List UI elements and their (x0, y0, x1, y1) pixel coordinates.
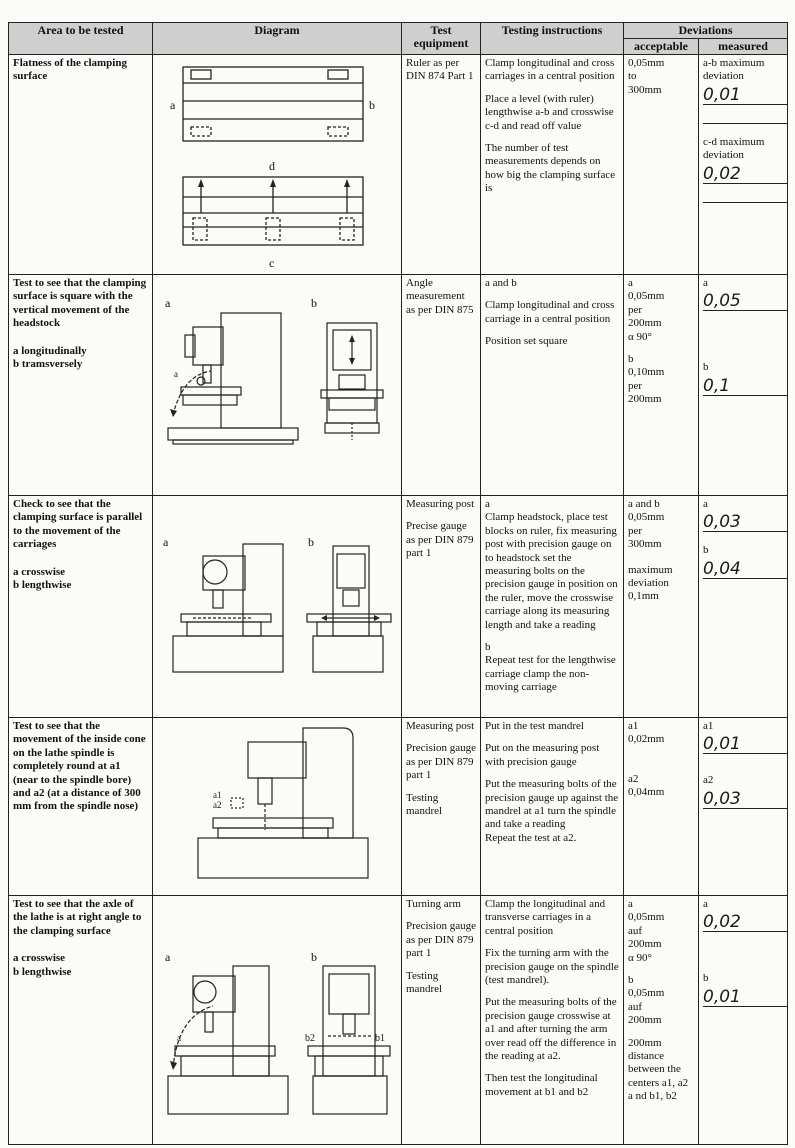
equipment-cell: Angle measurement as per DIN 875 (402, 275, 481, 496)
acceptable-cell: a1 0,02mm a2 0,04mm (624, 718, 699, 896)
instructions-cell: Clamp the longitudinal and transverse carriages in a central position Fix the turning arm with the precision gauge on the spindle (test mandrel). Put the measuring bolts of the precision gauge crosswise at a1 and after turning the arm over read off the difference in the reading at a2. Then test the longitudinal movement at b1 and b2 (481, 896, 624, 1145)
table-row (9, 896, 788, 1145)
instructions-cell: Put in the test mandrel Put on the measuring post with precision gauge Put the measuring bolts of the precision gauge up against the mandrel at a1 turn the spindle and take a reading Repeat the test at a2. (481, 718, 624, 896)
clamping-table-top-view (183, 67, 363, 141)
header-acceptable: acceptable (624, 39, 699, 55)
handwritten-value: 0,04 (703, 558, 787, 579)
handwritten-value: 0,01 (703, 986, 787, 1007)
column (221, 313, 281, 428)
instructions-cell: a Clamp headstock, place test blocks on ruler, fix measuring post with precision gauge on to headstock set the measuring bolts on the precision gauge in position on the ruler, move the crosswise carriage along its measuring length and take a reading b Repeat test for the lengthwise carriage clamp the non-moving carriage (481, 496, 624, 718)
parallelism-diagram (153, 496, 402, 716)
diagram-concentricity (153, 718, 402, 896)
perpendicularity-diagram (153, 896, 402, 1142)
area-cell: Test to see that the axle of the lathe is at right angle to the clamping surface a crosswise b lengthwise (9, 896, 153, 1145)
label-angle: a (177, 1033, 181, 1043)
equipment-cell: Ruler as per DIN 874 Part 1 (402, 55, 481, 275)
label-a: a (170, 98, 176, 112)
measured-cell: a1 0,01 a2 0,03 (699, 718, 788, 896)
label-angle: a (174, 369, 178, 379)
label-b: b (308, 535, 314, 549)
instructions-cell: Clamp longitudinal and cross carriages in a central position Place a level (with ruler) lengthwise a-b and crosswise c-d and read off value The number of test measurements depends on how big the clamping surface is (481, 55, 624, 275)
header-row (9, 23, 788, 39)
area-cell: Test to see that the movement of the inside cone on the lathe spindle is completely round at a1 (near to the spindle bore) and a2 (at a distance of 300 mm from the spindle nose) (9, 718, 153, 896)
header-area: Area to be tested (9, 23, 153, 55)
handwritten-value: 0,01 (703, 733, 787, 754)
instructions-cell: a and b Clamp longitudinal and cross carriage in a central position Position set square (481, 275, 624, 496)
blank-line (703, 105, 787, 124)
header-instructions: Testing instructions (481, 23, 624, 55)
acceptable-cell: a and b 0,05mm per 300mm maximum deviation 0,1mm (624, 496, 699, 718)
header-measured: measured (699, 39, 788, 55)
diagram-squareness (153, 275, 402, 496)
acceptable-cell: 0,05mm to 300mm (624, 55, 699, 275)
label-b: b (369, 98, 375, 112)
equipment-cell: Measuring post Precision gauge as per DIN 879 part 1 Testing mandrel (402, 718, 481, 896)
handwritten-value: 0,05 (703, 290, 787, 311)
area-cell: Check to see that the clamping surface is parallel to the movement of the carriages a crosswise b lengthwise (9, 496, 153, 718)
machine-base-front (313, 1076, 387, 1114)
label-c: c (269, 256, 275, 270)
measured-cell: a 0,03 b 0,04 (699, 496, 788, 718)
headstock (193, 976, 235, 1012)
label-a: a (165, 296, 171, 310)
label-b: b (311, 296, 317, 310)
label-a1: a1 (213, 790, 222, 800)
acceptable-cell: a 0,05mm per 200mm α 90° b 0,10mm per 200mm (624, 275, 699, 496)
machine-base (173, 636, 283, 672)
handwritten-value: 0,02 (703, 163, 787, 184)
column (233, 966, 269, 1076)
label-d: d (269, 159, 275, 173)
machine-base (168, 1076, 288, 1114)
header-deviations: Deviations (624, 23, 788, 39)
measured-cell: a 0,05 b 0,1 (699, 275, 788, 496)
handwritten-value: 0,1 (703, 375, 787, 396)
measured-cell: a-b maximum deviation 0,01 c-d maximum deviation 0,02 (699, 55, 788, 275)
header-diagram: Diagram (153, 23, 402, 55)
blank-line (703, 184, 787, 203)
label-a: a (163, 535, 169, 549)
squareness-diagram (153, 275, 402, 493)
diagram-flatness (153, 55, 402, 275)
diagram-perpendicularity (153, 896, 402, 1145)
equipment-cell: Measuring post Precise gauge as per DIN 879 part 1 (402, 496, 481, 718)
headstock (193, 327, 223, 365)
handwritten-value: 0,03 (703, 511, 787, 532)
handwritten-value: 0,02 (703, 911, 787, 932)
concentricity-diagram (153, 718, 402, 894)
table-row (9, 275, 788, 496)
area-cell: Test to see that the clamping surface is square with the vertical movement of the headstock a longitudinally b tramsversely (9, 275, 153, 496)
handwritten-value: 0,03 (703, 788, 787, 809)
area-cell: Flatness of the clamping surface (9, 55, 153, 275)
machine-base (198, 838, 368, 878)
machine-base (168, 428, 298, 440)
header-equipment: Test equipment (402, 23, 481, 55)
flatness-diagram (153, 55, 402, 273)
label-b1: b1 (375, 1033, 385, 1044)
table-row (9, 718, 788, 896)
label-b2: b2 (305, 1033, 315, 1044)
equipment-cell: Turning arm Precision gauge as per DIN 879 part 1 Testing mandrel (402, 896, 481, 1145)
label-a2: a2 (213, 800, 222, 810)
column (303, 728, 353, 838)
diagram-parallelism (153, 496, 402, 718)
label-a: a (165, 950, 171, 964)
table-row (9, 496, 788, 718)
headstock (248, 742, 306, 778)
machine-base-front (313, 636, 383, 672)
test-protocol-table (8, 22, 788, 1145)
measured-cell: a 0,02 b 0,01 (699, 896, 788, 1145)
handwritten-value: 0,01 (703, 84, 787, 105)
label-b: b (311, 950, 317, 964)
acceptable-cell: a 0,05mm auf 200mm α 90° b 0,05mm auf 200mm 200mm distance between the centers a1, a2 a nd b1, b2 (624, 896, 699, 1145)
table-row (9, 55, 788, 275)
